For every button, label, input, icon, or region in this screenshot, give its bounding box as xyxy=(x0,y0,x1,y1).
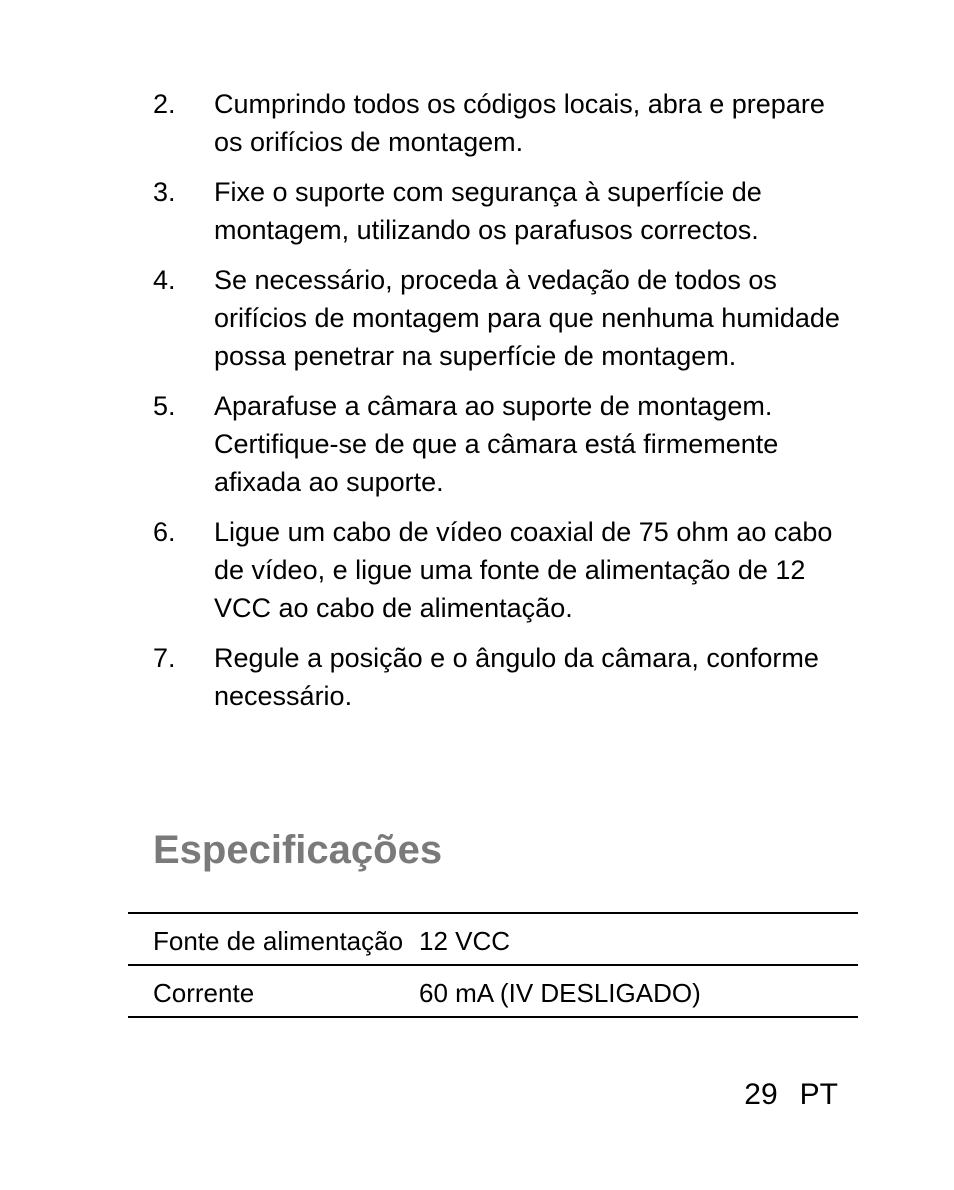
step-text: Regule a posição e o ângulo da câmara, conforme necessário. xyxy=(214,643,819,711)
installation-steps xyxy=(153,85,843,727)
step-number: 3. xyxy=(153,177,176,207)
page-number: 29 xyxy=(744,1078,778,1111)
step-number: 4. xyxy=(153,265,176,295)
spec-label: Corrente xyxy=(128,965,419,1017)
step-number: 2. xyxy=(153,89,176,119)
spec-value: 12 VCC xyxy=(419,913,858,965)
step-text: Cumprindo todos os códigos locais, abra e prepare os orifícios de montagem. xyxy=(214,89,825,157)
step-item xyxy=(153,173,843,249)
step-item xyxy=(153,261,843,375)
step-item xyxy=(153,387,843,501)
page-footer xyxy=(744,1075,838,1115)
step-item xyxy=(153,513,843,627)
step-item xyxy=(153,639,843,715)
step-number: 6. xyxy=(153,517,176,547)
section-title: Especificações xyxy=(153,828,443,872)
step-text: Fixe o suporte com segurança à superfície de montagem, utilizando os parafusos correctos. xyxy=(214,177,762,245)
specifications-table xyxy=(128,912,858,1018)
spec-label: Fonte de alimentação xyxy=(128,913,419,965)
step-number: 5. xyxy=(153,391,176,421)
language-code: PT xyxy=(799,1078,838,1111)
table-row xyxy=(128,965,858,1017)
spec-value: 60 mA (IV DESLIGADO) xyxy=(419,965,858,1017)
step-number: 7. xyxy=(153,643,176,673)
table-row xyxy=(128,913,858,965)
step-text: Se necessário, proceda à vedação de todos os orifícios de montagem para que nenhuma humidade possa penetrar na superfície de montagem. xyxy=(214,265,840,371)
step-text: Ligue um cabo de vídeo coaxial de 75 ohm ao cabo de vídeo, e ligue uma fonte de alimentação de 12 VCC ao cabo de alimentação. xyxy=(214,517,833,623)
step-item xyxy=(153,85,843,161)
step-text: Aparafuse a câmara ao suporte de montagem. Certifique-se de que a câmara está firmemente afixada ao suporte. xyxy=(214,391,779,497)
